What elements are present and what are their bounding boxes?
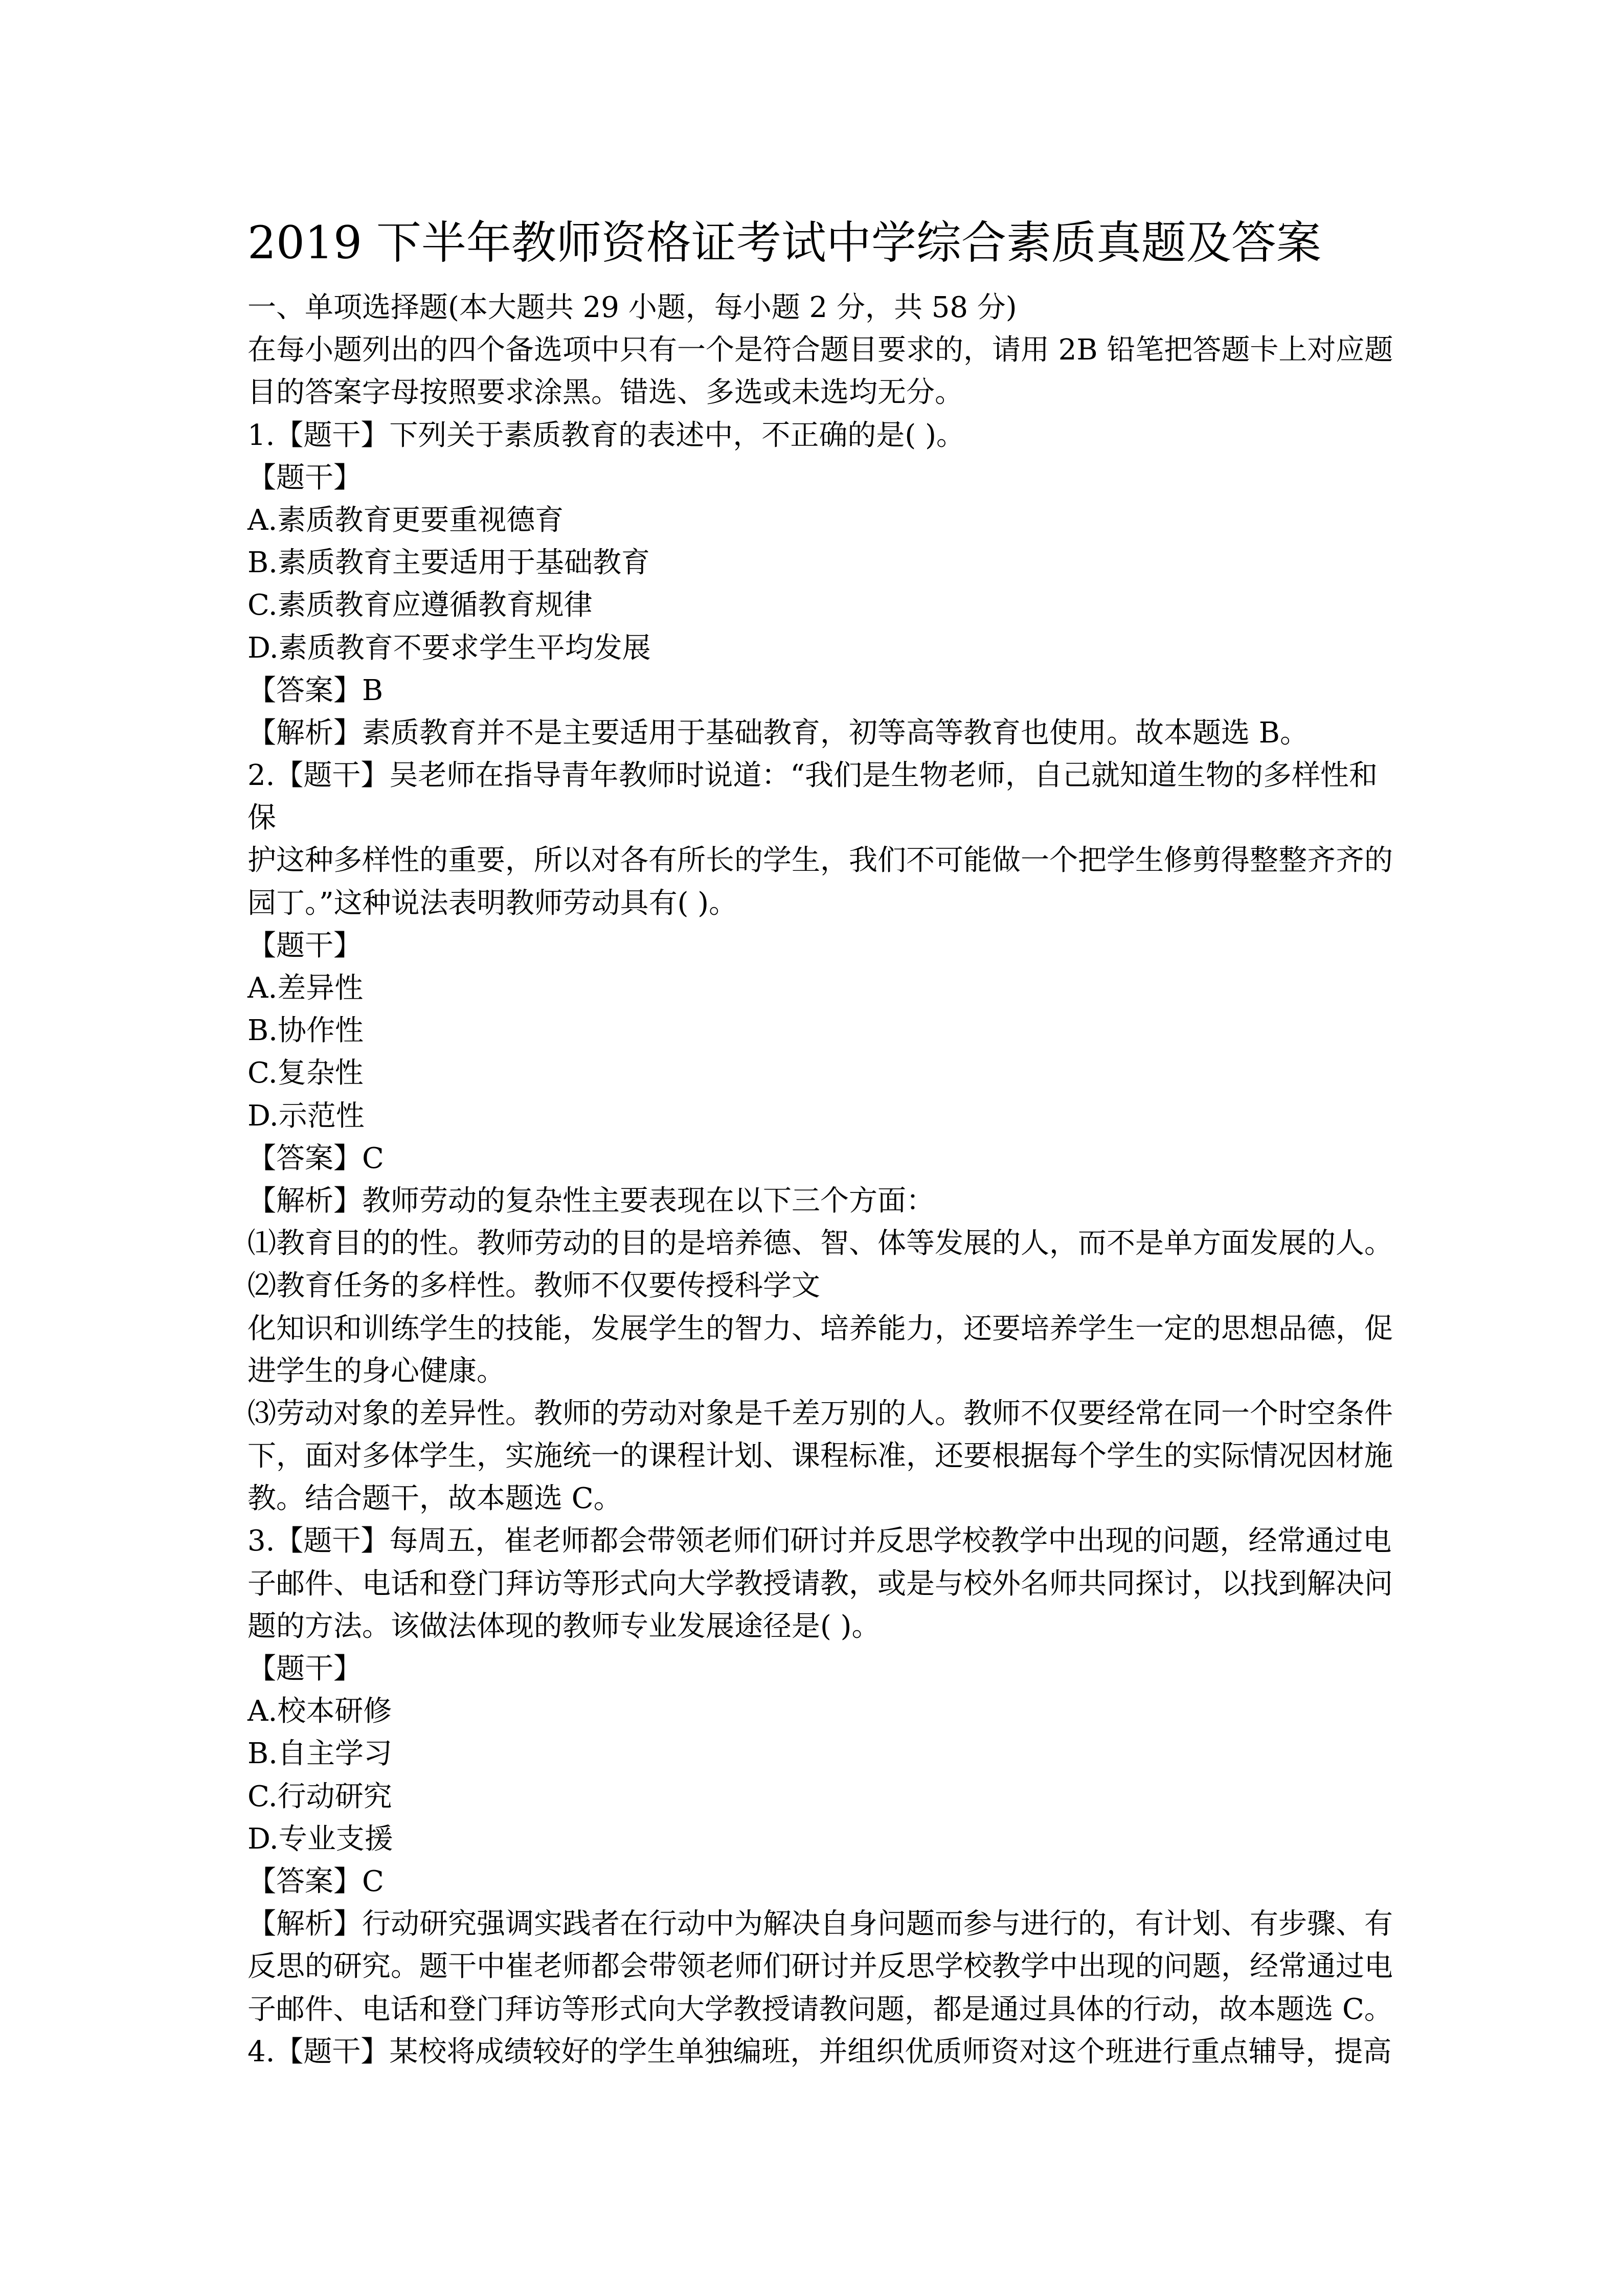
text-line: 【解析】素质教育并不是主要适用于基础教育，初等高等教育也使用。故本题选 B。 [247, 716, 1309, 750]
text-line: 保 [247, 801, 276, 835]
text-line: 教。结合题干，故本题选 C。 [247, 1482, 622, 1516]
text-line: D.示范性 [247, 1099, 365, 1133]
text-line: ⑴教育目的的性。教师劳动的目的是培养德、智、体等发展的人，而不是单方面发展的人。 [247, 1227, 1393, 1260]
text-line: 【题干】 [247, 461, 362, 494]
text-line: 【答案】C [247, 1141, 384, 1175]
text-line: 目的答案字母按照要求涂黑。错选、多选或未选均无分。 [247, 376, 963, 410]
text-line: 【题干】 [247, 929, 362, 962]
text-line: 一、单项选择题(本大题共 29 小题，每小题 2 分，共 58 分) [247, 291, 1017, 324]
text-line: B.协作性 [247, 1014, 364, 1048]
text-line: 【答案】C [247, 1864, 384, 1898]
text-line: 在每小题列出的四个备选项中只有一个是符合题目要求的，请用 2B 铅笔把答题卡上对应题 [247, 333, 1393, 367]
text-line: B.素质教育主要适用于基础教育 [247, 546, 650, 580]
text-line: 护这种多样性的重要，所以对各有所长的学生，我们不可能做一个把学生修剪得整整齐齐的 [247, 844, 1393, 877]
text-line: A.差异性 [247, 972, 364, 1005]
text-line: C.素质教育应遵循教育规律 [247, 589, 593, 622]
document-body [247, 286, 1393, 2073]
text-line: D.专业支援 [247, 1822, 393, 1856]
text-line: C.复杂性 [247, 1056, 364, 1090]
text-line: 化知识和训练学生的技能，发展学生的智力、培养能力，还要培养学生一定的思想品德，促 [247, 1312, 1393, 1345]
text-line: 【题干】 [247, 1652, 362, 1685]
text-line: 进学生的身心健康。 [247, 1354, 505, 1388]
text-line: 4.【题干】某校将成绩较好的学生单独编班，并组织优质师资对这个班进行重点辅导，提高 [247, 2035, 1392, 2068]
text-line: A.校本研修 [247, 1695, 392, 1728]
text-line: 1.【题干】下列关于素质教育的表述中，不正确的是( )。 [247, 418, 965, 452]
text-line: 【解析】行动研究强调实践者在行动中为解决自身问题而参与进行的，有计划、有步骤、有 [247, 1907, 1393, 1941]
text-line: A.素质教育更要重视德育 [247, 503, 564, 537]
text-line: 【解析】教师劳动的复杂性主要表现在以下三个方面： [247, 1184, 935, 1218]
text-line: 2.【题干】吴老师在指导青年教师时说道：“我们是生物老师，自己就知道生物的多样性和 [247, 759, 1378, 793]
text-line: 题的方法。该做法体现的教师专业发展途径是( )。 [247, 1609, 881, 1643]
text-line: ⑶劳动对象的差异性。教师的劳动对象是千差万别的人。教师不仅要经常在同一个时空条件 [247, 1397, 1393, 1430]
text-line: ⑵教育任务的多样性。教师不仅要传授科学文 [247, 1269, 820, 1303]
text-line: 反思的研究。题干中崔老师都会带领老师们研讨并反思学校教学中出现的问题，经常通过电 [247, 1950, 1393, 1984]
document-title: 2019 下半年教师资格证考试中学综合素质真题及答案 [247, 216, 1321, 269]
text-line: 下，面对多体学生，实施统一的课程计划、课程标准，还要根据每个学生的实际情况因材施 [247, 1439, 1393, 1473]
text-line: B.自主学习 [247, 1737, 392, 1771]
text-line: 子邮件、电话和登门拜访等形式向大学教授请教问题，都是通过具体的行动，故本题选 C。 [247, 1992, 1393, 2026]
text-line: 3.【题干】每周五，崔老师都会带领老师们研讨并反思学校教学中出现的问题，经常通过电 [247, 1524, 1392, 1558]
text-line: 【答案】B [247, 673, 384, 707]
text-line: 子邮件、电话和登门拜访等形式向大学教授请教，或是与校外名师共同探讨，以找到解决问 [247, 1567, 1393, 1601]
text-line: 园丁。”这种说法表明教师劳动具有( )。 [247, 886, 738, 920]
text-line: D.素质教育不要求学生平均发展 [247, 631, 651, 665]
text-line: C.行动研究 [247, 1780, 392, 1813]
